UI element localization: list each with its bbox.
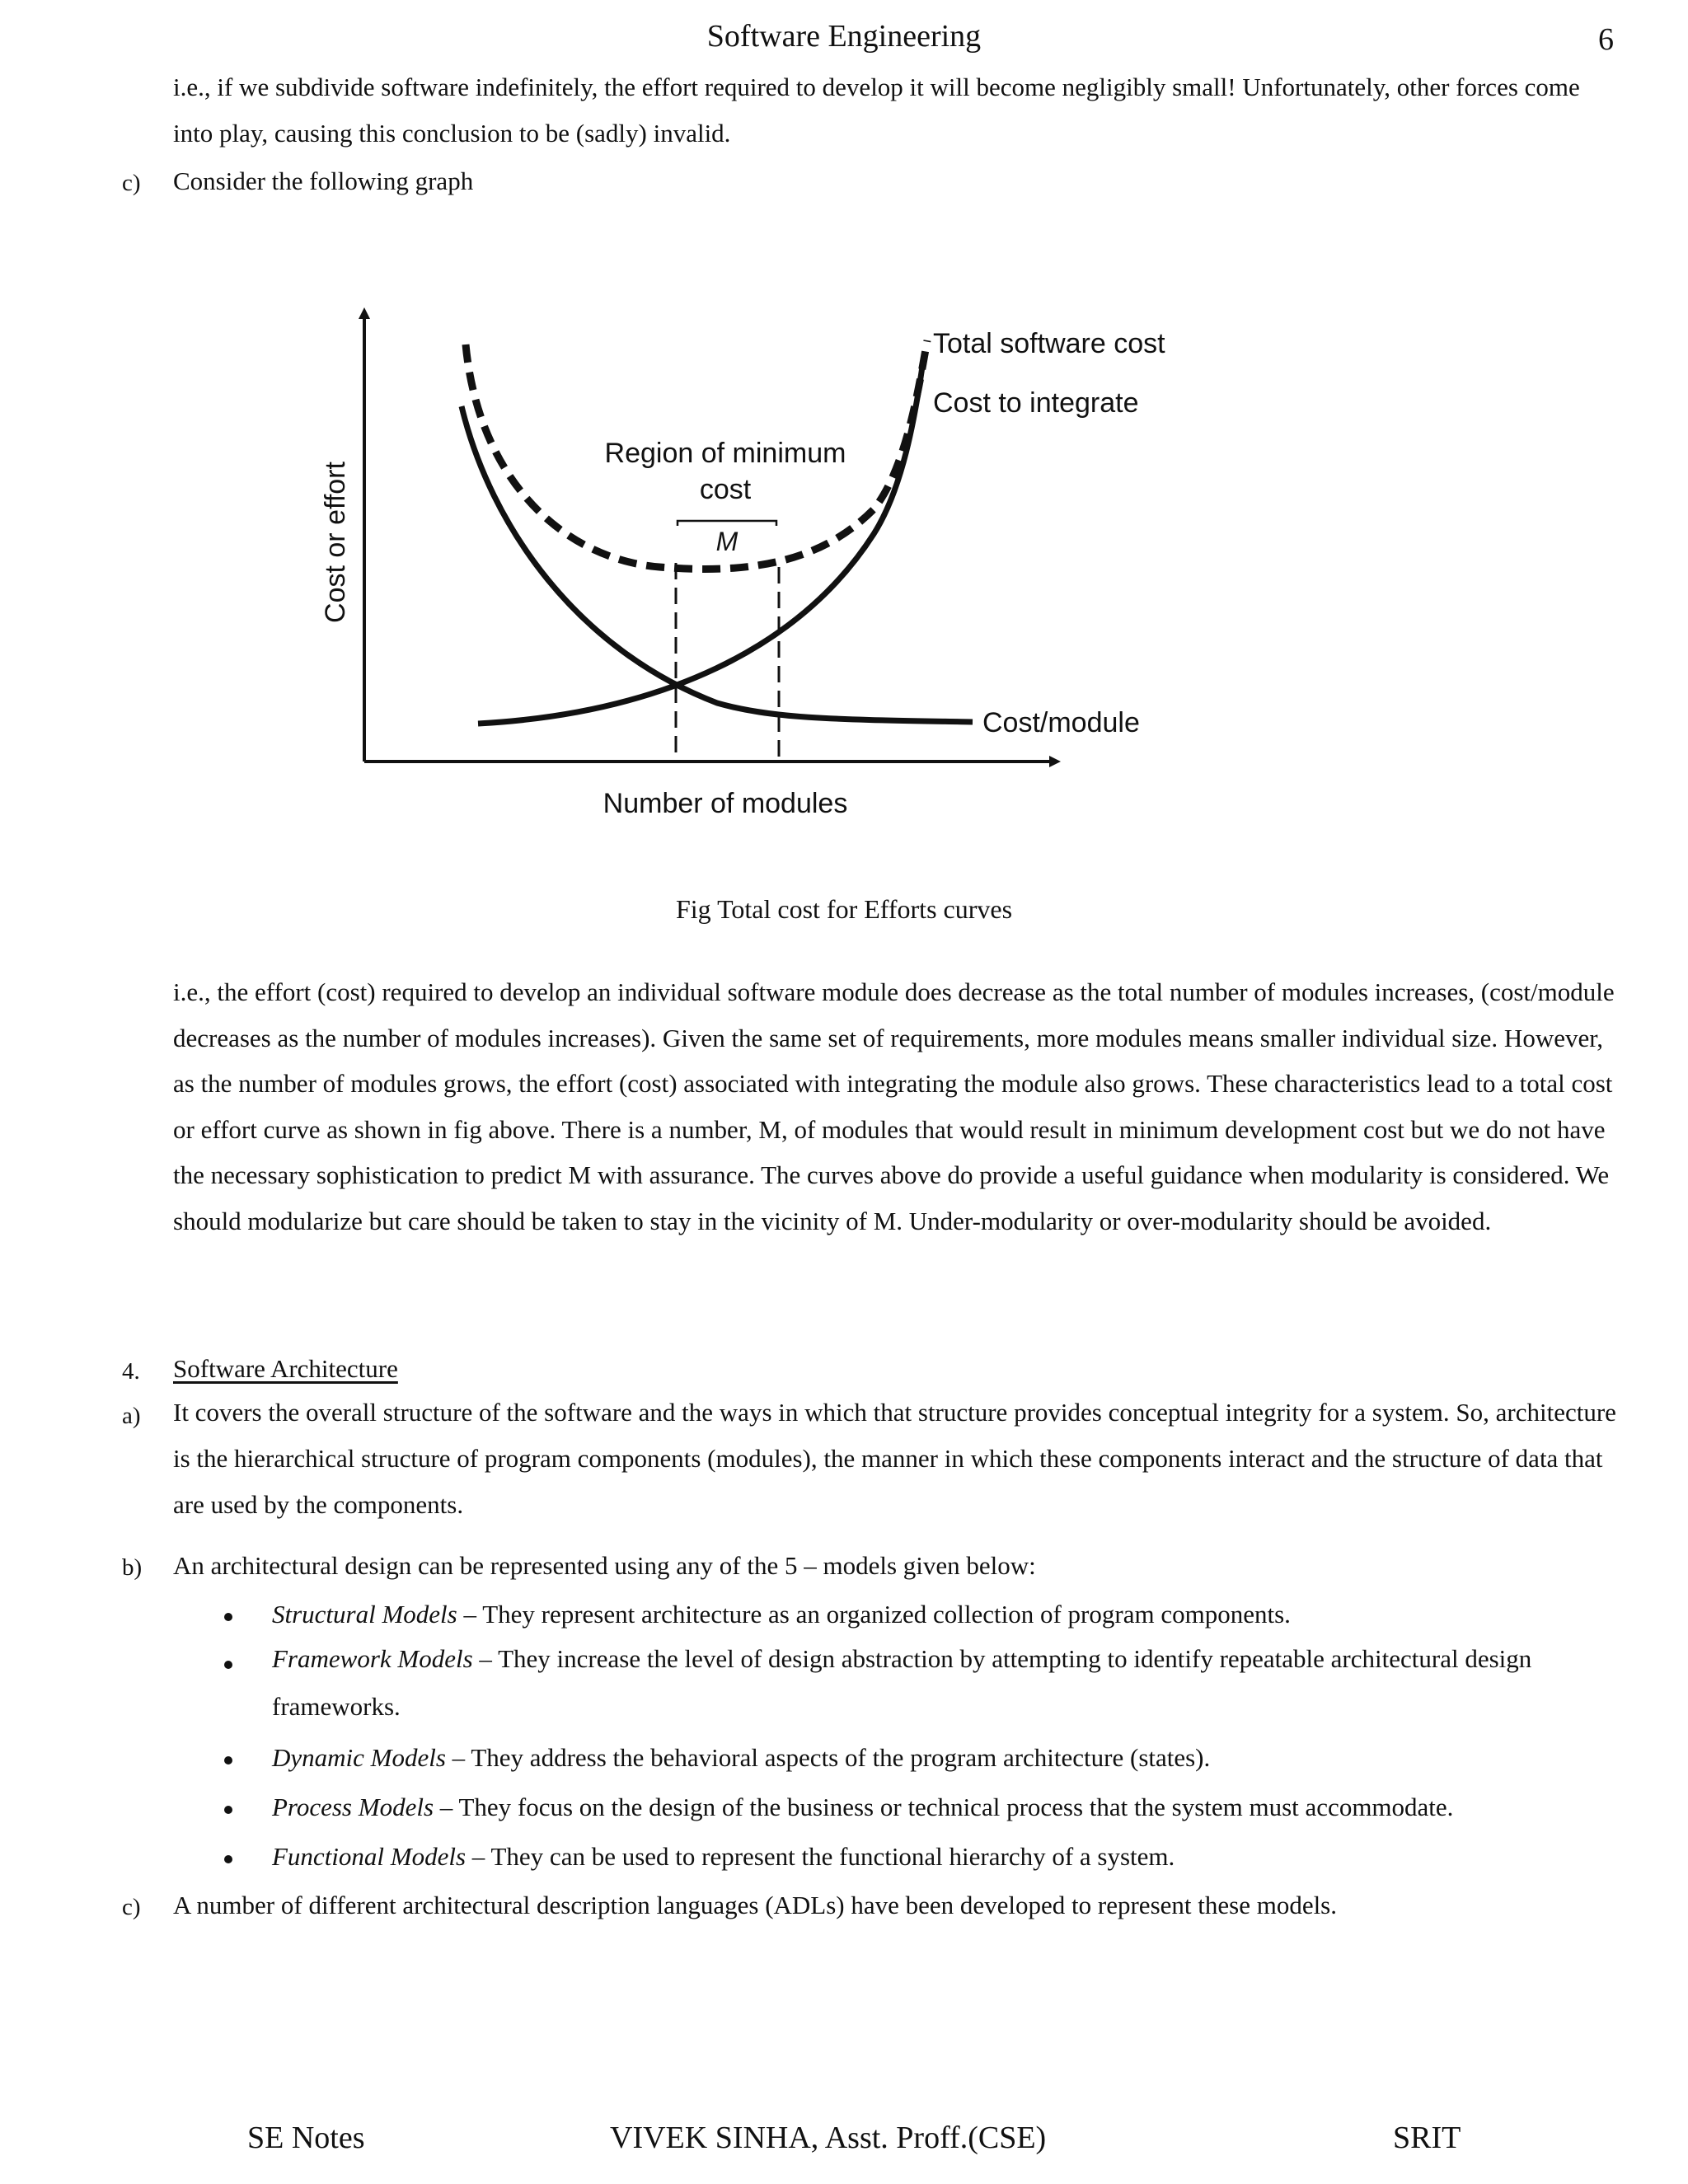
page-header-title: Software Engineering bbox=[706, 19, 982, 54]
footer-right: SRIT bbox=[1393, 2121, 1461, 2155]
region-m-label: M bbox=[715, 527, 738, 556]
section-4b-marker: b) bbox=[122, 1554, 143, 1581]
section-4a-marker: a) bbox=[122, 1403, 141, 1429]
footer-center: VIVEK SINHA, Asst. Proff.(CSE) bbox=[610, 2121, 1047, 2155]
region-label-line2: cost bbox=[699, 474, 752, 505]
section-4-number: 4. bbox=[122, 1358, 140, 1385]
bullet-dot bbox=[224, 1661, 232, 1669]
region-label-line1: Region of minimum bbox=[604, 438, 846, 469]
bullet-structural-models: Structural Models – They represent architecture as an organized collection of program components. bbox=[272, 1600, 1291, 1629]
section-4a-text: It covers the overall structure of the software and the ways in which that structure provides conceptual integrity for a system. So, architecture is the hierarchical structure of program components (modules), the manner in which these components interact and the structure of data that are used by the components. bbox=[173, 1398, 1616, 1519]
bullet-dynamic-models: Dynamic Models – They address the behavioral aspects of the program architecture (states). bbox=[272, 1743, 1211, 1772]
bullet-framework-models: Framework Models – They increase the level of design abstraction by attempting to identify repeatable architectural design frameworks. bbox=[272, 1644, 1532, 1721]
y-axis-label: Cost or effort bbox=[320, 462, 351, 623]
section-4-heading: Software Architecture bbox=[173, 1354, 398, 1383]
bullet-dot bbox=[224, 1855, 232, 1863]
item-c-text: Consider the following graph bbox=[173, 166, 474, 195]
legend-cost-to-integrate: Cost to integrate bbox=[933, 387, 1139, 419]
x-axis-label: Number of modules bbox=[603, 788, 848, 819]
legend-cost-per-module: Cost/module bbox=[982, 707, 1140, 738]
bullet-dot bbox=[224, 1756, 232, 1765]
explanation-paragraph: i.e., the effort (cost) required to develop an individual software module does decrease as the total number of modules increases, (cost/module decreases as the number of modules increases). Given the same set of requirements, more modules means smaller individual size. However, as the number of modules grows, the effort (cost) associated with integrating the module also grows. These characteristics lead to a total cost or effort curve as shown in fig above. There is a number, M, of modules that would result in minimum development cost but we do not have the necessary sophistication to predict M with assurance. The curves above do provide a useful guidance when modularity is considered. We should modularize but care should be taken to stay in the vicinity of M. Under-modularity or over-modularity should be avoided. bbox=[173, 977, 1615, 1235]
bullet-dot bbox=[224, 1613, 232, 1621]
section-4c-marker: c) bbox=[122, 1894, 141, 1920]
bullet-dot bbox=[224, 1806, 232, 1814]
section-4b-text: An architectural design can be represented using any of the 5 – models given below: bbox=[173, 1551, 1036, 1580]
bullet-functional-models: Functional Models – They can be used to represent the functional hierarchy of a system. bbox=[272, 1842, 1175, 1871]
bullet-process-models: Process Models – They focus on the design of the business or technical process that the system must accommodate. bbox=[272, 1793, 1454, 1821]
footer-left: SE Notes bbox=[247, 2121, 365, 2155]
cost-chart bbox=[313, 262, 1253, 831]
intro-paragraph: i.e., if we subdivide software indefinitely, the effort required to develop it will become negligibly small! Unfortunately, other forces come into play, causing this conclusion to be (sadly) invalid. bbox=[173, 73, 1580, 148]
section-4c-text: A number of different architectural description languages (ADLs) have been developed to represent these models. bbox=[173, 1891, 1337, 1919]
legend-total-software-cost: Total software cost bbox=[933, 328, 1165, 359]
item-c-marker: c) bbox=[122, 170, 141, 196]
figure-caption: Fig Total cost for Efforts curves bbox=[675, 894, 1013, 924]
page-number: 6 bbox=[1598, 22, 1614, 57]
